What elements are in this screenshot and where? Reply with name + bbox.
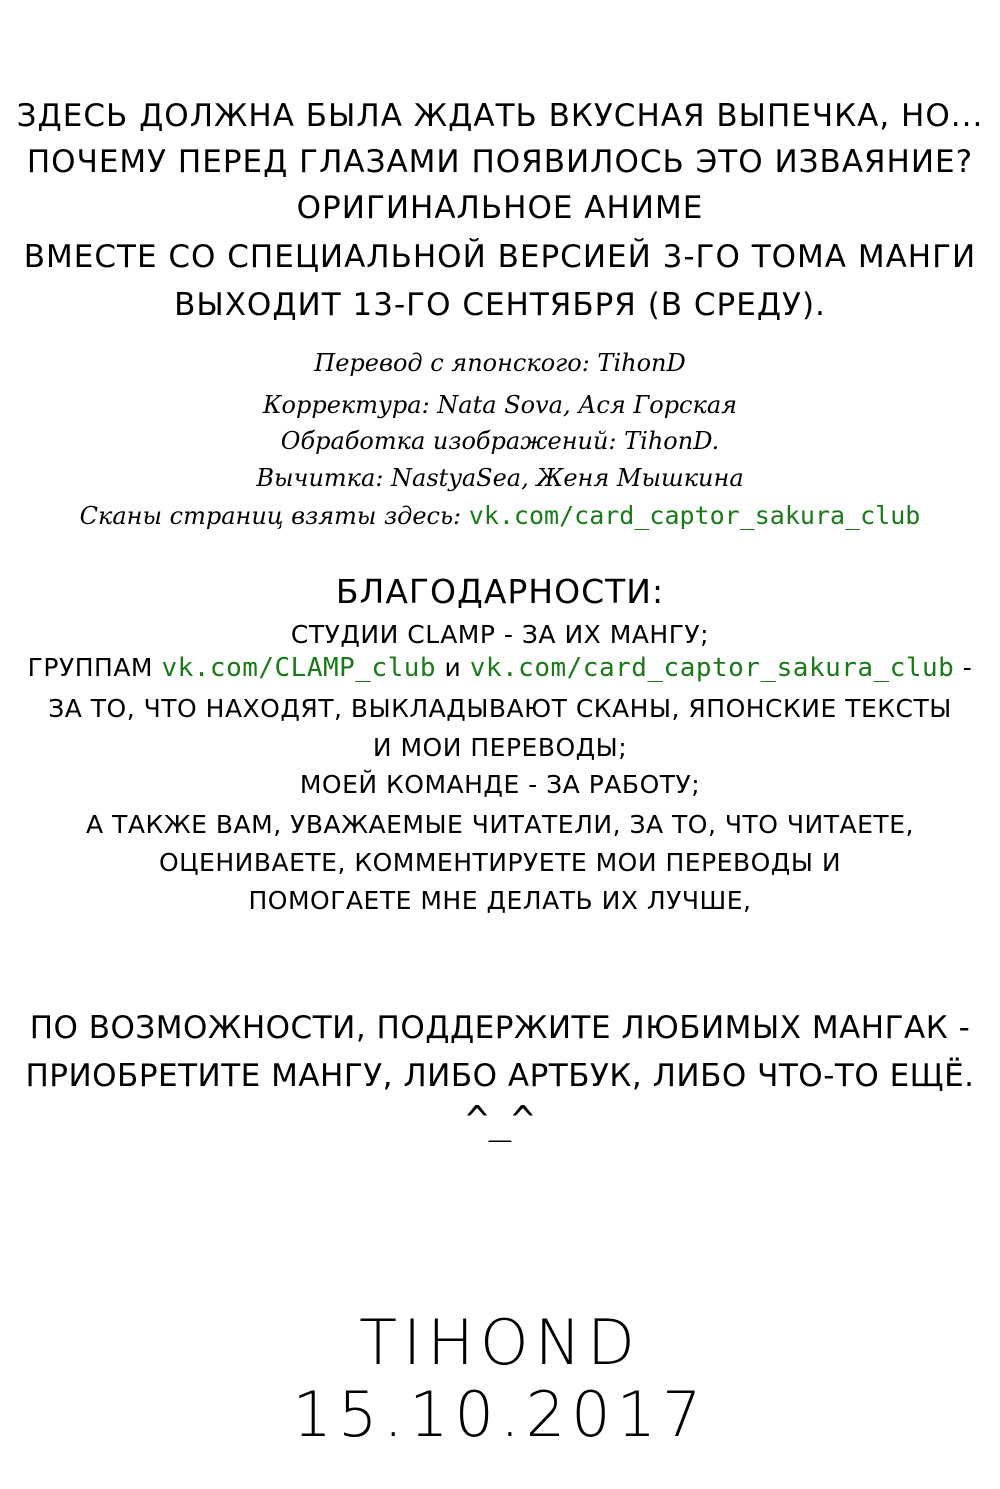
signature-name: TIHOND xyxy=(359,1306,641,1379)
intro-line-4: ВМЕСТЕ СО СПЕЦИАЛЬНОЙ ВЕРСИЕЙ 3-ГО ТОМА МАНГИ xyxy=(23,239,977,275)
signature-date: 15.10.2017 xyxy=(292,1378,708,1451)
groups-dash: - xyxy=(962,653,973,682)
groups-link-clamp[interactable]: vk.com/CLAMP_club xyxy=(161,653,437,683)
groups-prefix: ГРУППАМ xyxy=(27,653,153,682)
thanks-groups-line2: ЗА ТО, ЧТО НАХОДЯТ, ВЫКЛАДЫВАЮТ СКАНЫ, ЯПОНСКИЕ ТЕКСТЫ xyxy=(48,694,952,723)
support-line-1: ПО ВОЗМОЖНОСТИ, ПОДДЕРЖИТЕ ЛЮБИМЫХ МАНГАК - xyxy=(29,1010,971,1046)
credit-review: Вычитка: NastyaSea, Женя Мышкина xyxy=(256,464,744,492)
emoticon: ^_^ xyxy=(465,1098,535,1142)
thanks-readers-line3: ПОМОГАЕТЕ МНЕ ДЕЛАТЬ ИХ ЛУЧШЕ, xyxy=(248,886,752,915)
thanks-groups xyxy=(0,651,1000,685)
thanks-readers-line1: А ТАКЖЕ ВАМ, УВАЖАЕМЫЕ ЧИТАТЕЛИ, ЗА ТО, ЧТО ЧИТАЕТЕ, xyxy=(86,810,914,839)
scans-label: Сканы страниц взяты здесь: xyxy=(79,502,462,530)
intro-line-1: ЗДЕСЬ ДОЛЖНА БЫЛА ЖДАТЬ ВКУСНАЯ ВЫПЕЧКА, НО... xyxy=(16,98,984,134)
groups-link-sakura[interactable]: vk.com/card_captor_sakura_club xyxy=(469,653,955,683)
thanks-groups-line3: И МОИ ПЕРЕВОДЫ; xyxy=(372,733,628,762)
thanks-studio: СТУДИИ CLAMP - ЗА ИХ МАНГУ; xyxy=(290,620,710,649)
credit-translation: Перевод с японского: TihonD xyxy=(314,349,686,377)
credit-proofreading: Корректура: Nata Sova, Ася Горская xyxy=(262,391,738,419)
support-line-2: ПРИОБРЕТИТЕ МАНГУ, ЛИБО АРТБУК, ЛИБО ЧТО-ТО ЕЩЁ. xyxy=(25,1058,975,1094)
credit-scans xyxy=(0,500,1000,532)
thanks-title: БЛАГОДАРНОСТИ: xyxy=(335,572,665,611)
intro-line-5: ВЫХОДИТ 13-ГО СЕНТЯБРЯ (В СРЕДУ). xyxy=(174,287,826,323)
groups-and: и xyxy=(444,653,462,682)
thanks-readers-line2: ОЦЕНИВАЕТЕ, КОММЕНТИРУЕТЕ МОИ ПЕРЕВОДЫ И xyxy=(158,848,842,877)
scans-link[interactable]: vk.com/card_captor_sakura_club xyxy=(468,501,921,530)
intro-line-2: ПОЧЕМУ ПЕРЕД ГЛАЗАМИ ПОЯВИЛОСЬ ЭТО ИЗВАЯНИЕ? xyxy=(26,144,974,180)
credit-image-editing: Обработка изображений: TihonD. xyxy=(280,427,720,455)
thanks-team: МОЕЙ КОМАНДЕ - ЗА РАБОТУ; xyxy=(299,770,701,799)
intro-line-3: ОРИГИНАЛЬНОЕ АНИМЕ xyxy=(296,190,704,226)
